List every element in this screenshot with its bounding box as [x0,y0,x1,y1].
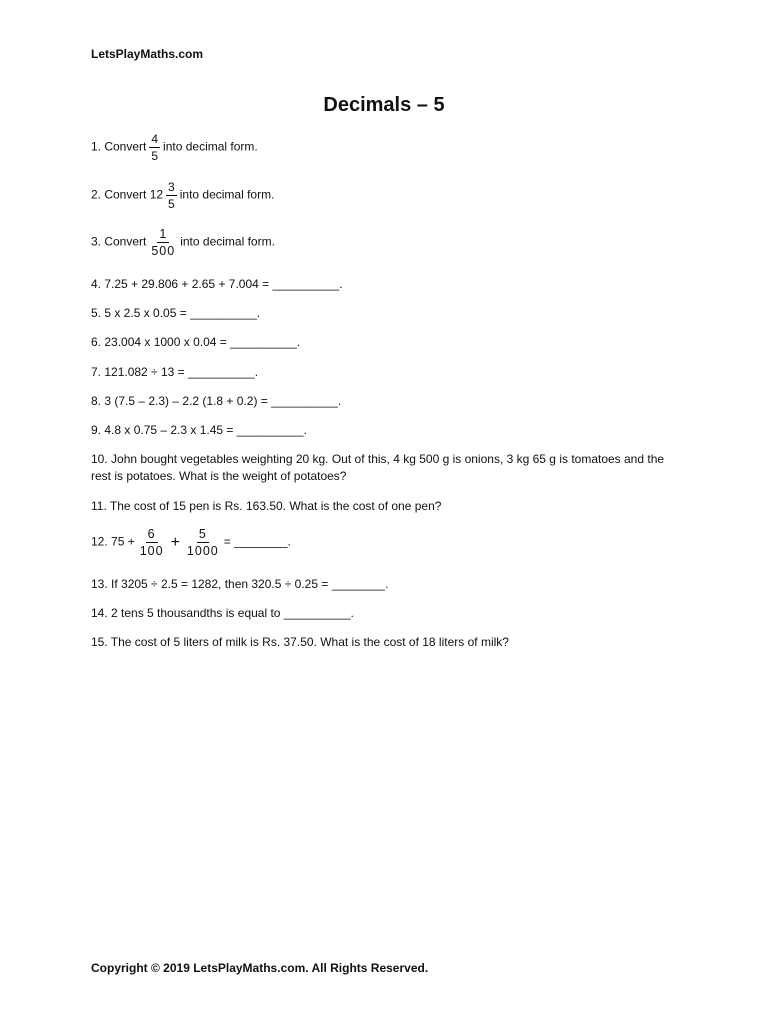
numerator: 6 [147,527,156,541]
question-10: 10. John bought vegetables weighting 20 kg. Out of this, 4 kg 500 g is onions, 3 kg 65 g is tomatoes and the rest is potatoes. What is the weight of potatoes? [91,452,665,483]
question-1 [91,132,691,163]
question-14: 14. 2 tens 5 thousandths is equal to __________. [91,606,354,620]
numerator: 3 [168,180,175,194]
numerator: 4 [151,132,159,146]
question-13: 13. If 3205 ÷ 2.5 = 1282, then 320.5 ÷ 0.25 = ________. [91,577,389,591]
question-text: into decimal form. [180,234,275,249]
question-text: 1. Convert [91,139,147,154]
question-text: 12. 75 + [91,534,135,549]
copyright-footer: Copyright © 2019 LetsPlayMaths.com. All Rights Reserved. [91,961,429,975]
question-7: 7. 121.082 ÷ 13 = __________. [91,365,259,379]
denominator: 5 [168,197,175,211]
denominator: 5 [151,149,159,163]
denominator: 500 [151,244,176,258]
question-text: into decimal form. [179,187,275,202]
question-4: 4. 7.25 + 29.806 + 2.65 + 7.004 = __________. [91,277,343,291]
numerator: 1 [159,227,168,241]
question-5: 5. 5 x 2.5 x 0.05 = __________. [91,306,261,320]
question-11: 11. The cost of 15 pen is Rs. 163.50. What is the cost of one pen? [91,499,442,513]
question-9: 9. 4.8 x 0.75 – 2.3 x 1.45 = __________. [91,423,307,437]
question-text: 2. Convert 12 [91,187,164,202]
fraction [149,132,160,163]
question-text: = ________. [223,534,291,549]
question-8: 8. 3 (7.5 – 2.3) – 2.2 (1.8 + 0.2) = __________. [91,394,342,408]
question-12 [91,527,691,558]
question-text: 3. Convert [91,234,147,249]
fraction [138,527,166,558]
question-2 [91,180,691,211]
numerator: 5 [198,527,207,541]
question-3 [91,227,691,258]
fraction [185,527,221,558]
denominator: 100 [139,544,164,558]
plus-sign: + [170,534,180,551]
fraction [149,227,177,258]
site-name: LetsPlayMaths.com [91,47,204,61]
denominator: 1000 [186,544,219,558]
question-6: 6. 23.004 x 1000 x 0.04 = __________. [91,335,301,349]
page-title: Decimals – 5 [323,94,445,116]
fraction [166,180,177,211]
question-15: 15. The cost of 5 liters of milk is Rs. 37.50. What is the cost of 18 liters of milk? [91,635,509,649]
question-text: into decimal form. [163,139,258,154]
